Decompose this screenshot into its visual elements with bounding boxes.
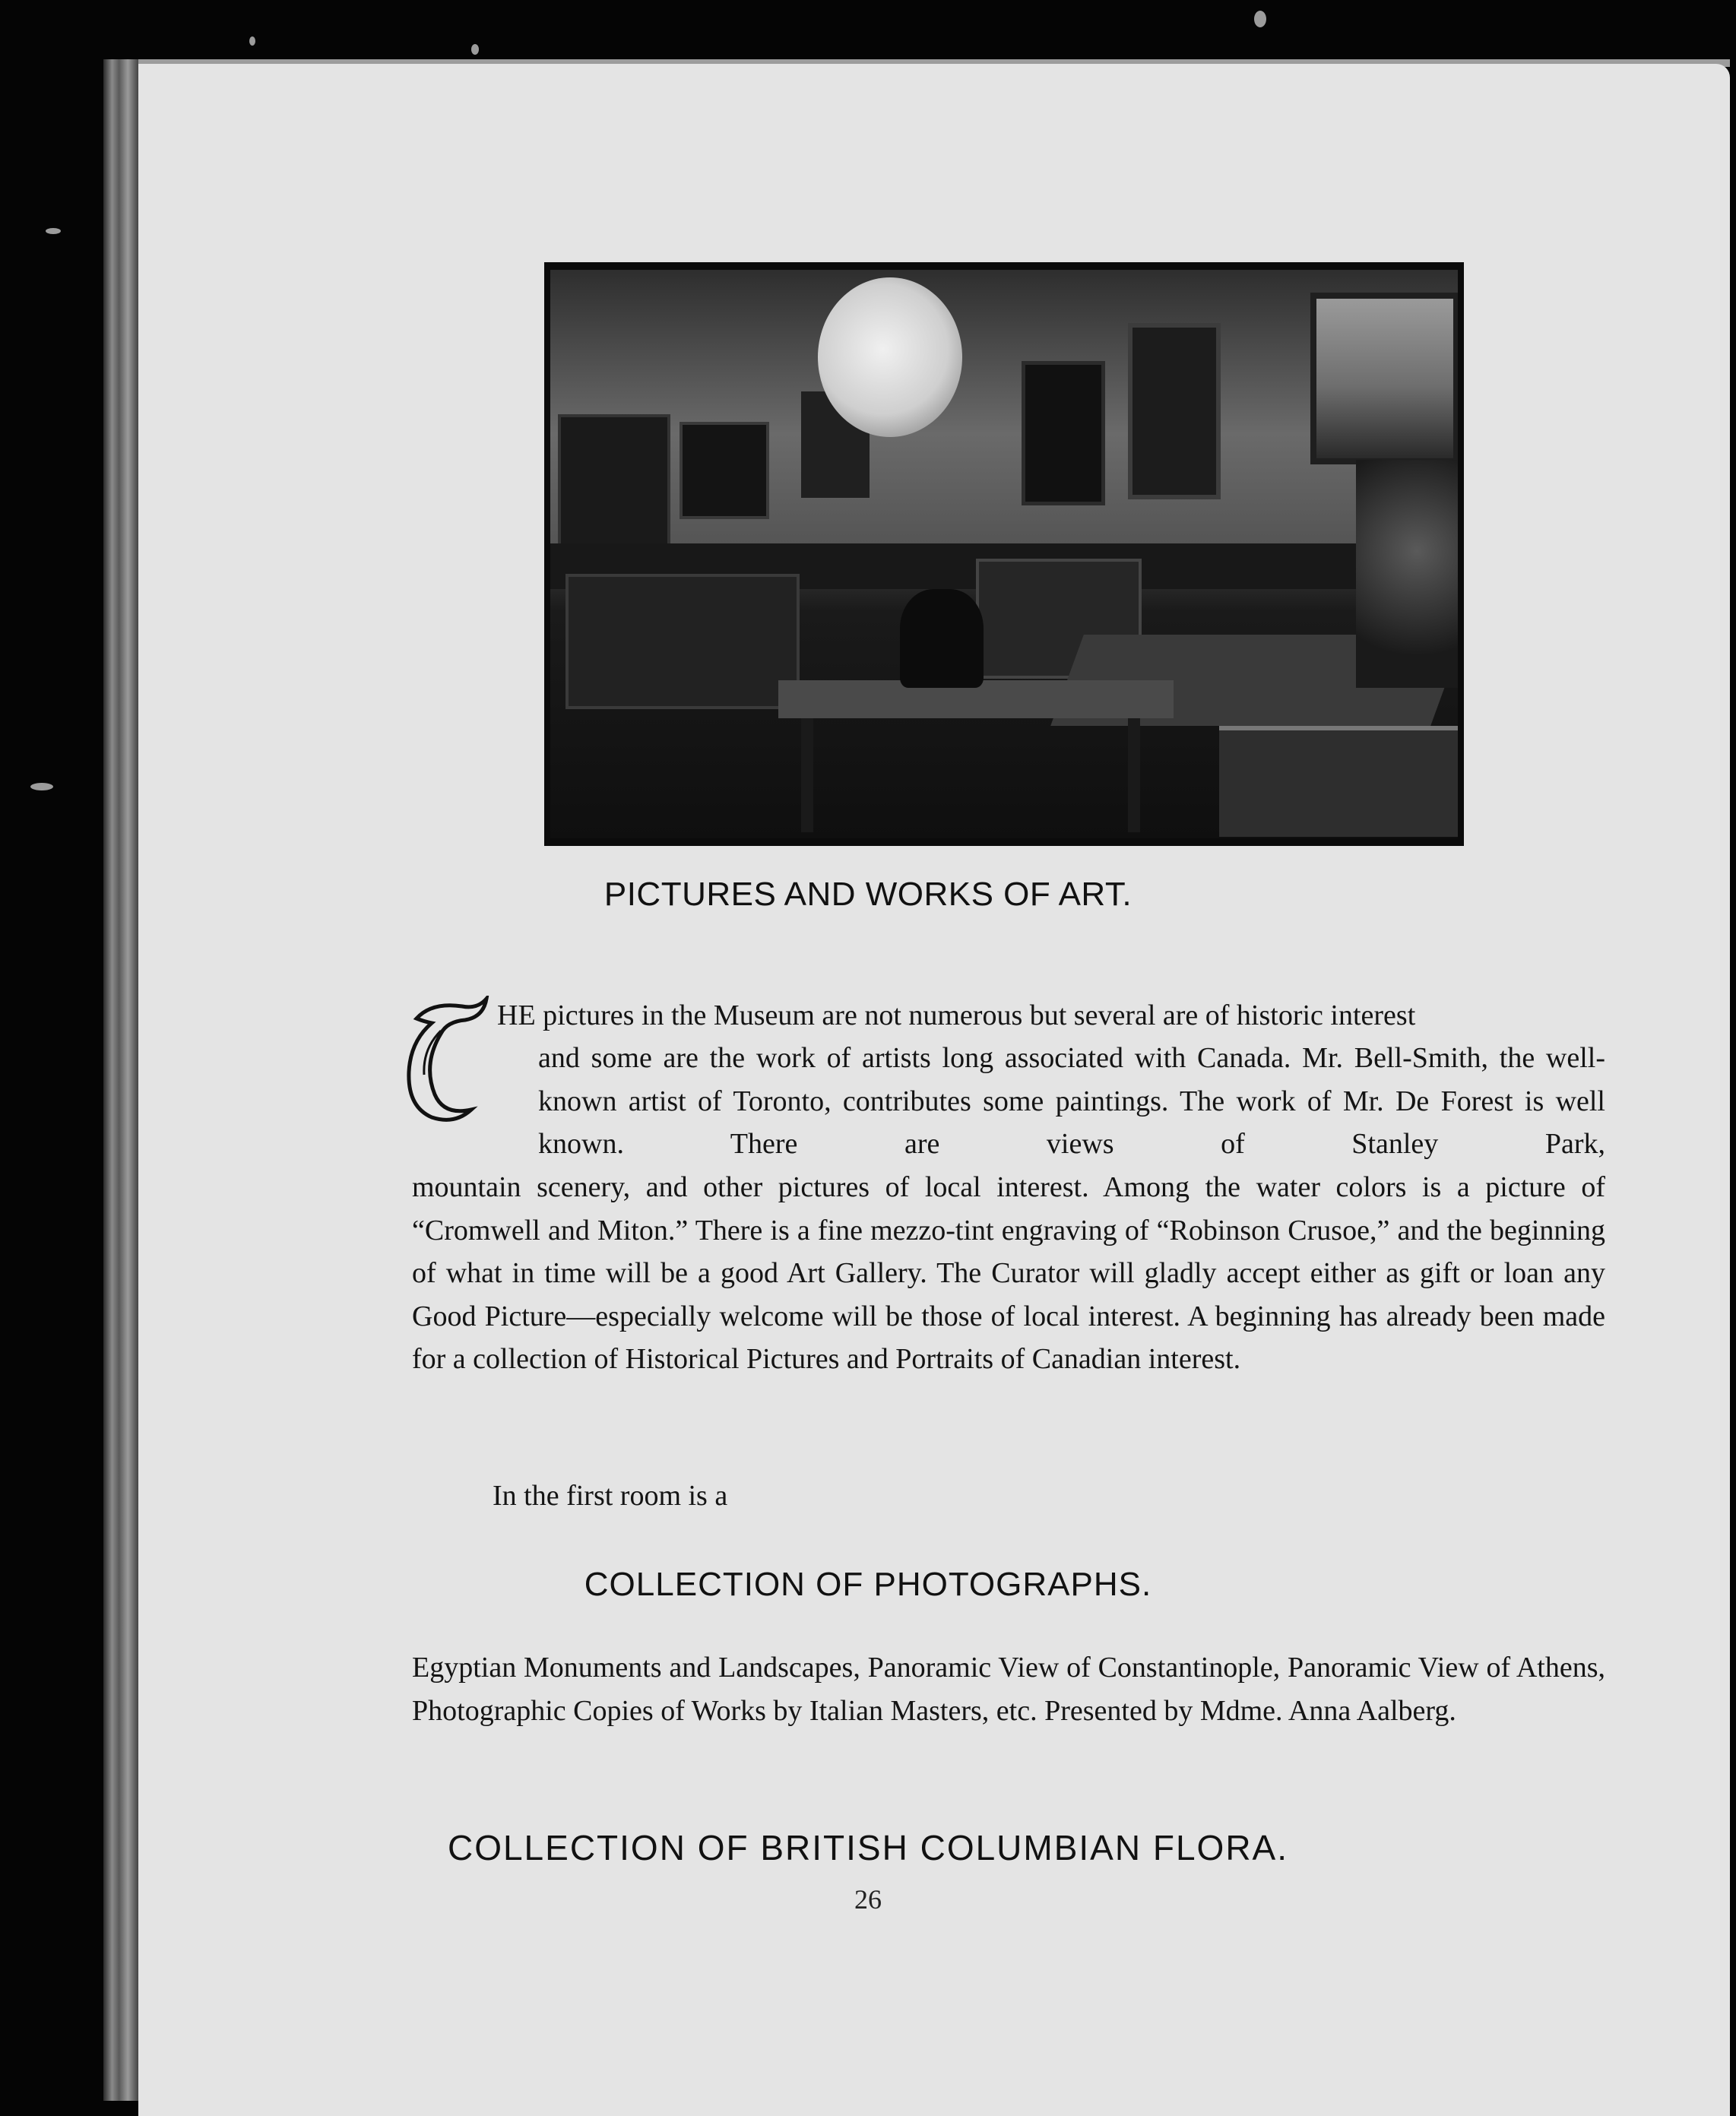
plant-specimen xyxy=(900,589,984,688)
wall-landscape-painting xyxy=(1310,293,1458,464)
page-number: 26 xyxy=(854,1884,882,1915)
wall-picture-frame xyxy=(558,414,670,550)
paragraph-pictures-body: mountain scenery, and other pictures of local interest. Among the water colors is a picture of “Cromwell and Miton.” There is a fine mezzo-tint engraving of “Robinson Crusoe,” and the beginning of what in time will be a good Art Gallery. The Curator will gladly accept either as gift or loan any Good Picture—especially welcome will be those of local interest. A beginning has already been made for a collection of Historical Pictures and Portraits of Canadian interest. xyxy=(412,1171,1605,1375)
heading-collection-of-photographs: COLLECTION OF PHOTOGRAPHS. xyxy=(584,1566,1152,1603)
scan-speck xyxy=(1254,11,1266,27)
scan-speck xyxy=(471,44,479,55)
ceiling-lamp-globe xyxy=(818,277,962,437)
potted-plant xyxy=(1356,460,1458,688)
museum-gallery-photo xyxy=(544,262,1464,846)
wall-picture-frame xyxy=(680,422,769,519)
paragraph-pictures-indented: and some are the work of artists long associated with Canada. Mr. Bell-Smith, the well-known artist of Toronto, contributes some paintings. The work of Mr. De Forest is well known. There are views of Stanley Park, xyxy=(538,1042,1605,1160)
heading-pictures-and-works-of-art: PICTURES AND WORKS OF ART. xyxy=(603,876,1133,913)
table-leg xyxy=(801,718,813,832)
wall-picture-frame xyxy=(1128,323,1221,499)
table-leg xyxy=(1128,718,1140,832)
paragraph-pictures-line1: HE pictures in the Museum are not numerous but several are of historic interest xyxy=(497,999,1416,1031)
display-table xyxy=(1219,726,1458,837)
display-case xyxy=(565,574,800,709)
dropcap-letter xyxy=(401,996,493,1125)
book-binding-edge xyxy=(103,59,138,2101)
scan-speck xyxy=(249,36,255,46)
scan-speck xyxy=(46,228,61,234)
paragraph-first-room: In the first room is a xyxy=(493,1480,728,1512)
heading-collection-of-british-columbian-flora: COLLECTION OF BRITISH COLUMBIAN FLORA. xyxy=(447,1828,1289,1867)
museum-gallery-photo-icon xyxy=(550,270,1458,838)
paragraph-photographs: Egyptian Monuments and Landscapes, Panoramic View of Constantinople, Panoramic View of Athens, Photographic Copies of Works by Italian Masters, etc. Presented by Mdme. Anna Aalberg. xyxy=(412,1652,1605,1727)
scan-speck xyxy=(30,783,53,790)
wall-picture-frame xyxy=(1022,361,1105,505)
